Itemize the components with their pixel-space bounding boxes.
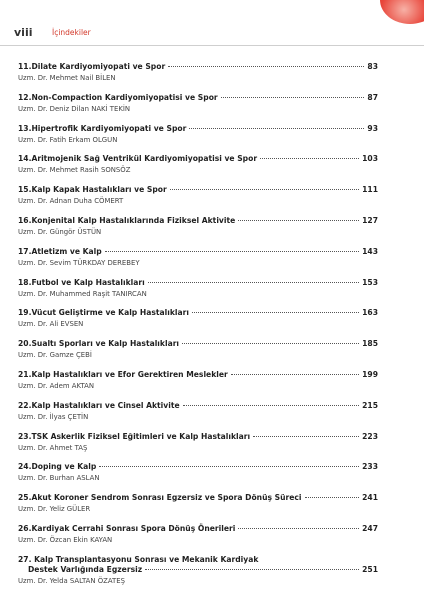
toc-entry-line (18, 370, 378, 380)
dot-leader (148, 282, 359, 283)
toc-entry (18, 216, 378, 247)
toc-chapter-title: Vücut Geliştirme ve Kalp Hastalıkları (31, 308, 189, 318)
toc-page-number: 163 (362, 308, 378, 318)
toc-author: Uzm. Dr. Özcan Ekin KAYAN (18, 535, 113, 544)
toc-author: Uzm. Dr. Adem AKTAN (18, 381, 94, 390)
toc-author: Uzm. Dr. Fatih Erkam OLGUN (18, 135, 118, 144)
toc-chapter-title: Akut Koroner Sendrom Sonrası Egzersiz ve Spora Dönüş Süreci (31, 493, 302, 503)
section-title: İçindekiler (52, 28, 91, 37)
toc-chapter-title-line1: Kalp Transplantasyonu Sonrası ve Mekanik Kardiyak (34, 554, 259, 564)
dot-leader (145, 569, 359, 570)
toc-entry (18, 339, 378, 370)
toc-entry-line (18, 216, 378, 226)
toc-chapter-number: 23. (18, 431, 32, 441)
toc-entry-line (18, 339, 378, 349)
toc-entry (18, 124, 378, 155)
toc-page-number: 111 (362, 185, 378, 195)
toc-chapter-number: 27. (18, 554, 32, 564)
dot-leader (231, 374, 359, 375)
toc-entry (18, 401, 378, 432)
toc-page-number: 185 (362, 339, 378, 349)
toc-author: Uzm. Dr. Güngör ÜSTÜN (18, 227, 102, 236)
toc-page-number: 233 (362, 462, 378, 472)
toc-entry (18, 462, 378, 493)
toc-page-number: 83 (367, 62, 378, 71)
toc-chapter-title: Sualtı Sporları ve Kalp Hastalıkları (31, 339, 180, 349)
dot-leader (260, 158, 359, 159)
toc-page-number: 93 (367, 123, 378, 133)
toc-chapter-title: Kardiyak Cerrahi Sonrası Spora Dönüş Önerileri (31, 523, 236, 533)
toc-chapter-number: 12. (18, 92, 32, 102)
toc-chapter-title: Non-Compaction Kardiyomiyopatisi ve Spor (31, 92, 218, 102)
toc-author: Uzm. Dr. Gamze ÇEBİ (18, 351, 92, 360)
toc-entry-line (18, 462, 378, 472)
toc-author: Uzm. Dr. Sevim TÜRKDAY DEREBEY (18, 258, 140, 267)
toc-entry (18, 524, 378, 555)
toc-author: Uzm. Dr. Burhan ASLAN (18, 474, 100, 483)
corner-accent-decoration (380, 0, 424, 30)
toc-author: Uzm. Dr. Yeliz GÜLER (18, 505, 91, 514)
dot-leader (238, 220, 359, 221)
toc-chapter-number: 20. (18, 339, 32, 349)
toc-chapter-number: 26. (18, 523, 32, 533)
toc-entry-line (18, 278, 378, 288)
toc-page-number: 247 (362, 523, 378, 533)
dot-leader (305, 497, 360, 498)
page-number: viii (14, 26, 33, 39)
dot-leader (170, 189, 359, 190)
toc-author: Uzm. Dr. Ahmet TAŞ (18, 443, 88, 452)
dot-leader (192, 312, 359, 313)
toc-entry-line (18, 62, 378, 72)
toc-page-number: 87 (367, 92, 378, 102)
toc-author: Uzm. Dr. Yelda SALTAN ÖZATEŞ (18, 576, 125, 585)
dot-leader (168, 66, 364, 67)
dot-leader (182, 343, 359, 344)
dot-leader (99, 466, 359, 467)
toc-entry-line (18, 493, 378, 503)
dot-leader (221, 97, 365, 98)
toc-entry-line (18, 524, 378, 534)
toc-entry-line (18, 401, 378, 411)
dot-leader (183, 405, 360, 406)
toc-page-number: 127 (362, 215, 378, 225)
toc-author: Uzm. Dr. İlyas ÇETİN (18, 412, 89, 421)
table-of-contents (18, 62, 378, 595)
toc-entry-line (18, 124, 378, 134)
toc-entry-line (18, 154, 378, 164)
toc-author: Uzm. Dr. Muhammed Raşit TANIRCAN (18, 289, 147, 298)
toc-chapter-number: 22. (18, 400, 32, 410)
toc-entry (18, 555, 378, 595)
toc-chapter-title: Kalp Kapak Hastalıkları ve Spor (31, 185, 167, 195)
toc-page-number: 241 (362, 493, 378, 503)
toc-entry-line (18, 247, 378, 257)
toc-page-number: 143 (362, 246, 378, 256)
toc-page-number: 215 (362, 400, 378, 410)
toc-chapter-title: Kalp Hastalıkları ve Efor Gerektiren Meslekler (31, 369, 228, 379)
toc-entry (18, 154, 378, 185)
toc-chapter-title: Futbol ve Kalp Hastalıkları (31, 277, 145, 287)
page-header (0, 0, 424, 48)
toc-chapter-number: 13. (18, 123, 32, 133)
toc-entry (18, 62, 378, 93)
toc-chapter-title: Dilate Kardiyomiyopati ve Spor (31, 62, 166, 71)
toc-entry (18, 493, 378, 524)
toc-author: Uzm. Dr. Mehmet Nail BİLEN (18, 74, 116, 82)
toc-chapter-number: 15. (18, 185, 32, 195)
toc-page-number: 153 (362, 277, 378, 287)
toc-chapter-title: TSK Askerlik Fiziksel Eğitimleri ve Kalp Hastalıkları (31, 431, 251, 441)
toc-chapter-number: 21. (18, 369, 32, 379)
toc-entry-line (18, 185, 378, 195)
toc-entry (18, 93, 378, 124)
toc-chapter-title: Konjenital Kalp Hastalıklarında Fiziksel Aktivite (31, 215, 236, 225)
dot-leader (189, 128, 364, 129)
toc-chapter-title: Doping ve Kalp (31, 462, 97, 472)
toc-chapter-number: 16. (18, 215, 32, 225)
toc-chapter-title: Kalp Hastalıkları ve Cinsel Aktivite (31, 400, 180, 410)
toc-entry (18, 370, 378, 401)
toc-chapter-title: Hipertrofik Kardiyomiyopati ve Spor (31, 123, 187, 133)
toc-chapter-title: Atletizm ve Kalp (31, 246, 102, 256)
toc-entry-line (18, 432, 378, 442)
toc-page-number: 103 (362, 154, 378, 164)
header-divider (0, 45, 424, 46)
toc-entry (18, 308, 378, 339)
toc-page-number: 199 (362, 369, 378, 379)
toc-chapter-number: 11. (18, 62, 32, 71)
toc-author: Uzm. Dr. Mehmet Rasih SONSÖZ (18, 166, 131, 175)
toc-entry (18, 278, 378, 309)
toc-chapter-number: 17. (18, 246, 32, 256)
toc-author: Uzm. Dr. Ali EVSEN (18, 320, 84, 329)
toc-page-number: 251 (362, 564, 378, 574)
dot-leader (253, 436, 359, 437)
dot-leader (238, 528, 359, 529)
toc-chapter-number: 25. (18, 493, 32, 503)
toc-chapter-number: 14. (18, 154, 32, 164)
toc-entry-line (18, 93, 378, 103)
toc-entry (18, 247, 378, 278)
toc-page-number: 223 (362, 431, 378, 441)
toc-chapter-number: 18. (18, 277, 32, 287)
toc-chapter-title: Aritmojenik Sağ Ventrikül Kardiyomiyopatisi ve Spor (31, 154, 258, 164)
toc-entry-line (18, 555, 378, 565)
toc-chapter-title: Destek Varlığında Egzersiz (28, 564, 143, 574)
toc-entry-line (18, 565, 378, 575)
toc-entry (18, 185, 378, 216)
toc-entry (18, 432, 378, 463)
toc-chapter-number: 24. (18, 462, 32, 472)
toc-chapter-number: 19. (18, 308, 32, 318)
toc-entry-line (18, 308, 378, 318)
toc-author: Uzm. Dr. Adnan Duha CÖMERT (18, 197, 124, 206)
dot-leader (105, 251, 359, 252)
toc-author: Uzm. Dr. Deniz Dilan NAKİ TEKİN (18, 104, 131, 113)
